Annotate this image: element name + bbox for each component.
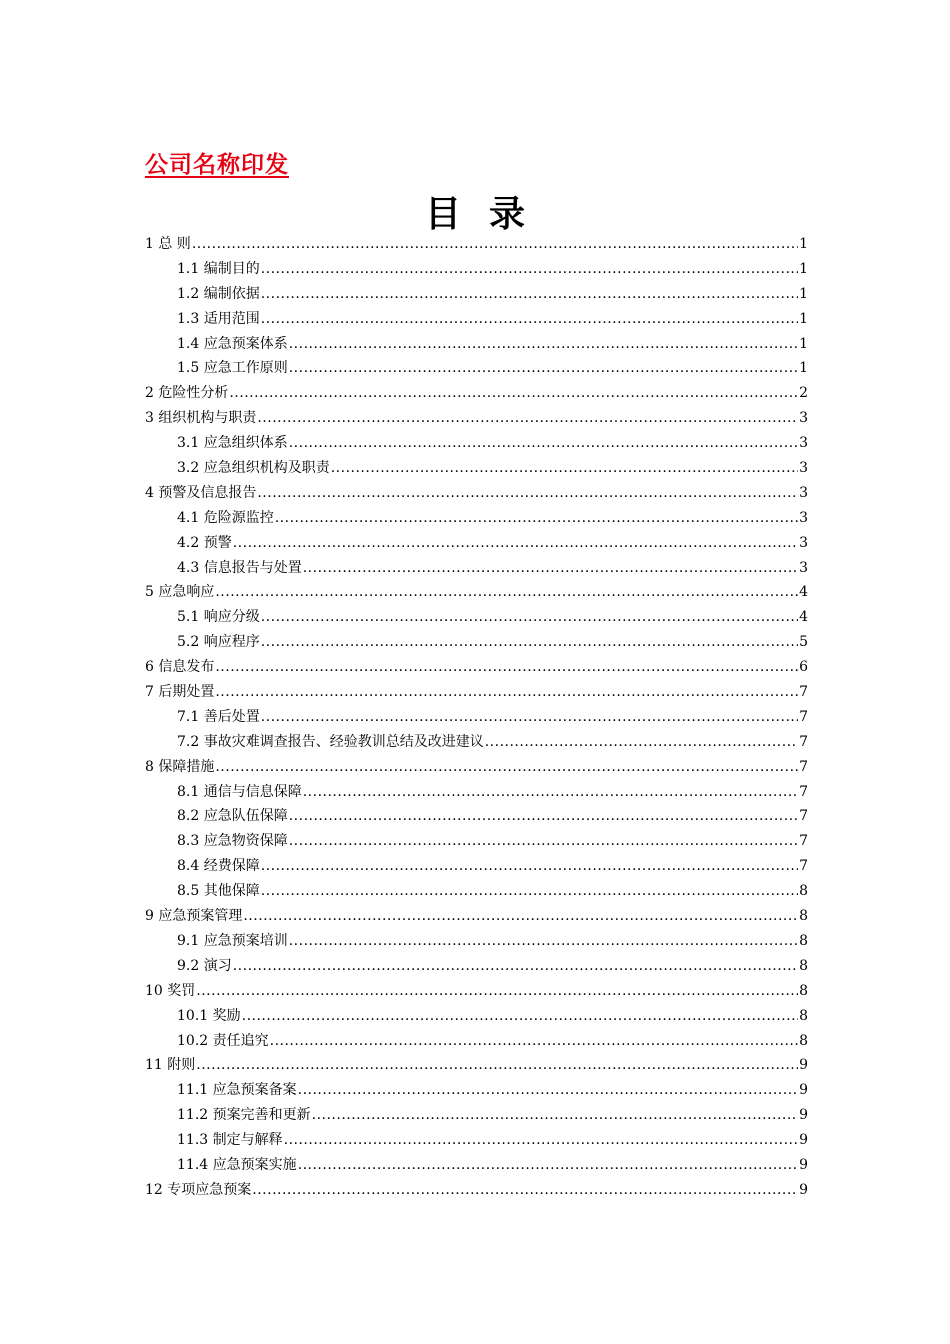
toc-leader-dots — [233, 531, 798, 556]
toc-leader-dots — [215, 655, 798, 680]
toc-entry-label: 1.5 应急工作原则 — [177, 360, 288, 377]
toc-leader-dots — [215, 680, 798, 705]
toc-leader-dots — [196, 1053, 798, 1078]
toc-entry[interactable] — [145, 257, 808, 282]
toc-leader-dots — [485, 730, 798, 755]
toc-entry-label: 11.1 应急预案备案 — [177, 1082, 297, 1099]
toc-entry-page: 9 — [799, 1132, 808, 1149]
toc-entry-label: 2 危险性分析 — [145, 385, 229, 402]
toc-entry-label: 4.3 信息报告与处置 — [177, 559, 302, 576]
toc-entry-label: 3.1 应急组织体系 — [177, 435, 288, 452]
toc-entry-page: 3 — [799, 559, 808, 576]
toc-entry-page: 7 — [799, 833, 808, 850]
toc-entry-label: 1 总 则 — [145, 236, 191, 252]
toc-entry-label: 9.1 应急预案培训 — [177, 932, 288, 949]
toc-entry-label: 5.1 响应分级 — [177, 609, 260, 626]
toc-entry-page: 3 — [799, 534, 808, 551]
toc-leader-dots — [261, 257, 798, 282]
toc-entry-page: 7 — [799, 808, 808, 825]
toc-entry-label: 7.1 善后处置 — [177, 708, 260, 725]
toc-entry-page: 3 — [799, 484, 808, 501]
toc-entry-label: 1.4 应急预案体系 — [177, 335, 288, 352]
toc-entry-page: 2 — [799, 385, 808, 402]
toc-entry-label: 7 后期处置 — [145, 684, 215, 701]
toc-entry-label: 8.5 其他保障 — [177, 883, 260, 900]
toc-entry-page: 7 — [799, 783, 808, 800]
toc-entry-page: 6 — [799, 659, 808, 676]
toc-leader-dots — [289, 829, 798, 854]
toc-entry-label: 4.2 预警 — [177, 534, 232, 551]
toc-leader-dots — [257, 481, 798, 506]
toc-entry[interactable] — [145, 381, 808, 406]
toc-entry[interactable] — [145, 1103, 808, 1128]
toc-entry[interactable] — [145, 605, 808, 630]
toc-entry[interactable] — [145, 282, 808, 307]
toc-leader-dots — [192, 232, 798, 257]
toc-entry-page: 7 — [799, 858, 808, 875]
toc-leader-dots — [289, 356, 798, 381]
toc-leader-dots — [303, 556, 798, 581]
toc-entry-label: 11.4 应急预案实施 — [177, 1156, 297, 1173]
toc-entry[interactable] — [145, 531, 808, 556]
toc-entry-page: 5 — [799, 634, 808, 651]
toc-leader-dots — [289, 929, 798, 954]
toc-entry[interactable] — [145, 979, 808, 1004]
toc-entry-page: 1 — [799, 360, 808, 377]
toc-leader-dots — [215, 755, 798, 780]
toc-entry-label: 9.2 演习 — [177, 957, 232, 974]
toc-entry[interactable] — [145, 954, 808, 979]
toc-entry[interactable] — [145, 829, 808, 854]
toc-entry-label: 10.2 责任追究 — [177, 1032, 269, 1049]
toc-leader-dots — [252, 1178, 798, 1203]
toc-entry-page: 8 — [799, 982, 808, 999]
toc-entry[interactable] — [145, 506, 808, 531]
toc-entry-label: 3 组织机构与职责 — [145, 410, 257, 427]
toc-entry-label: 4.1 危险源监控 — [177, 509, 274, 526]
toc-leader-dots — [261, 282, 798, 307]
toc-entry-page: 1 — [799, 260, 808, 277]
issuer-heading: 公司名称印发 — [145, 152, 289, 178]
toc-leader-dots — [261, 705, 798, 730]
toc-entry[interactable] — [145, 680, 808, 705]
toc-entry-page: 4 — [799, 609, 808, 626]
toc-leader-dots — [289, 804, 798, 829]
toc-entry[interactable] — [145, 431, 808, 456]
toc-entry[interactable] — [145, 1029, 808, 1054]
toc-entry-label: 4 预警及信息报告 — [145, 484, 257, 501]
toc-entry-page: 9 — [799, 1107, 808, 1124]
toc-entry-page: 8 — [799, 932, 808, 949]
toc-entry-page: 8 — [799, 908, 808, 925]
table-of-contents — [145, 232, 808, 1203]
toc-entry[interactable] — [145, 929, 808, 954]
toc-entry-label: 8.4 经费保障 — [177, 858, 260, 875]
toc-entry[interactable] — [145, 1153, 808, 1178]
toc-leader-dots — [312, 1103, 798, 1128]
toc-entry-label: 10 奖罚 — [145, 982, 196, 999]
toc-entry[interactable] — [145, 804, 808, 829]
toc-entry-label: 1.2 编制依据 — [177, 285, 260, 302]
toc-entry[interactable] — [145, 456, 808, 481]
toc-entry-label: 8 保障措施 — [145, 758, 215, 775]
toc-entry-label: 11.3 制定与解释 — [177, 1132, 283, 1149]
toc-leader-dots — [261, 854, 798, 879]
toc-leader-dots — [298, 1153, 798, 1178]
toc-entry-label: 5 应急响应 — [145, 584, 215, 601]
toc-leader-dots — [261, 879, 798, 904]
toc-entry-label: 7.2 事故灾难调查报告、经验教训总结及改进建议 — [177, 733, 484, 750]
toc-entry[interactable] — [145, 1004, 808, 1029]
toc-entry[interactable] — [145, 854, 808, 879]
toc-leader-dots — [233, 954, 798, 979]
toc-entry-label: 8.3 应急物资保障 — [177, 833, 288, 850]
toc-leader-dots — [298, 1078, 798, 1103]
toc-entry-label: 12 专项应急预案 — [145, 1181, 252, 1198]
toc-entry-page: 3 — [799, 410, 808, 427]
toc-leader-dots — [275, 506, 798, 531]
toc-entry-page: 3 — [799, 460, 808, 477]
toc-entry[interactable] — [145, 1128, 808, 1153]
toc-leader-dots — [215, 580, 798, 605]
toc-entry-page: 7 — [799, 708, 808, 725]
toc-entry[interactable] — [145, 730, 808, 755]
toc-entry[interactable] — [145, 307, 808, 332]
toc-entry-page: 8 — [799, 1007, 808, 1024]
toc-leader-dots — [331, 456, 798, 481]
toc-entry-label: 8.2 应急队伍保障 — [177, 808, 288, 825]
toc-entry-page: 9 — [799, 1082, 808, 1099]
toc-entry-label: 11 附则 — [145, 1057, 196, 1074]
toc-entry-page: 7 — [799, 758, 808, 775]
toc-entry-label: 1.1 编制目的 — [177, 260, 260, 277]
toc-entry-label: 3.2 应急组织机构及职责 — [177, 460, 330, 477]
toc-leader-dots — [242, 1004, 798, 1029]
toc-entry-page: 1 — [799, 310, 808, 327]
toc-entry[interactable] — [145, 655, 808, 680]
toc-entry-page: 8 — [799, 883, 808, 900]
toc-leader-dots — [303, 780, 798, 805]
toc-entry-label: 6 信息发布 — [145, 659, 215, 676]
toc-entry[interactable] — [145, 630, 808, 655]
toc-leader-dots — [270, 1029, 798, 1054]
toc-leader-dots — [261, 307, 798, 332]
toc-entry[interactable] — [145, 1178, 808, 1203]
toc-entry[interactable] — [145, 755, 808, 780]
toc-entry-label: 1.3 适用范围 — [177, 310, 260, 327]
toc-leader-dots — [261, 605, 798, 630]
toc-entry[interactable] — [145, 879, 808, 904]
toc-entry-label: 10.1 奖励 — [177, 1007, 241, 1024]
toc-leader-dots — [289, 332, 798, 357]
toc-entry[interactable] — [145, 556, 808, 581]
toc-leader-dots — [261, 630, 798, 655]
toc-entry-page: 4 — [799, 584, 808, 601]
toc-entry[interactable] — [145, 904, 808, 929]
toc-entry-label: 5.2 响应程序 — [177, 634, 260, 651]
toc-entry-label: 9 应急预案管理 — [145, 908, 243, 925]
toc-entry-page: 9 — [799, 1057, 808, 1074]
toc-entry[interactable] — [145, 780, 808, 805]
toc-entry-page: 3 — [799, 509, 808, 526]
toc-title: 目录 — [424, 194, 553, 235]
toc-entry-page: 9 — [799, 1156, 808, 1173]
toc-entry-page: 7 — [799, 733, 808, 750]
toc-entry-label: 11.2 预案完善和更新 — [177, 1107, 311, 1124]
toc-entry-page: 7 — [799, 684, 808, 701]
toc-entry-page: 8 — [799, 957, 808, 974]
toc-leader-dots — [196, 979, 798, 1004]
toc-leader-dots — [289, 431, 798, 456]
toc-entry-page: 1 — [799, 285, 808, 302]
toc-leader-dots — [243, 904, 798, 929]
toc-entry-page: 3 — [799, 435, 808, 452]
toc-entry[interactable] — [145, 332, 808, 357]
toc-entry-page: 9 — [799, 1181, 808, 1198]
toc-entry[interactable] — [145, 1053, 808, 1078]
toc-entry-page: 8 — [799, 1032, 808, 1049]
toc-entry[interactable] — [145, 356, 808, 381]
toc-entry-label: 8.1 通信与信息保障 — [177, 783, 302, 800]
toc-entry[interactable] — [145, 580, 808, 605]
toc-leader-dots — [284, 1128, 798, 1153]
toc-entry[interactable] — [145, 1078, 808, 1103]
toc-entry[interactable] — [145, 406, 808, 431]
toc-entry[interactable] — [145, 481, 808, 506]
toc-entry-page: 1 — [799, 335, 808, 352]
toc-leader-dots — [229, 381, 798, 406]
toc-entry-page: 1 — [799, 236, 808, 252]
toc-leader-dots — [257, 406, 798, 431]
toc-entry[interactable] — [145, 232, 808, 257]
toc-entry[interactable] — [145, 705, 808, 730]
